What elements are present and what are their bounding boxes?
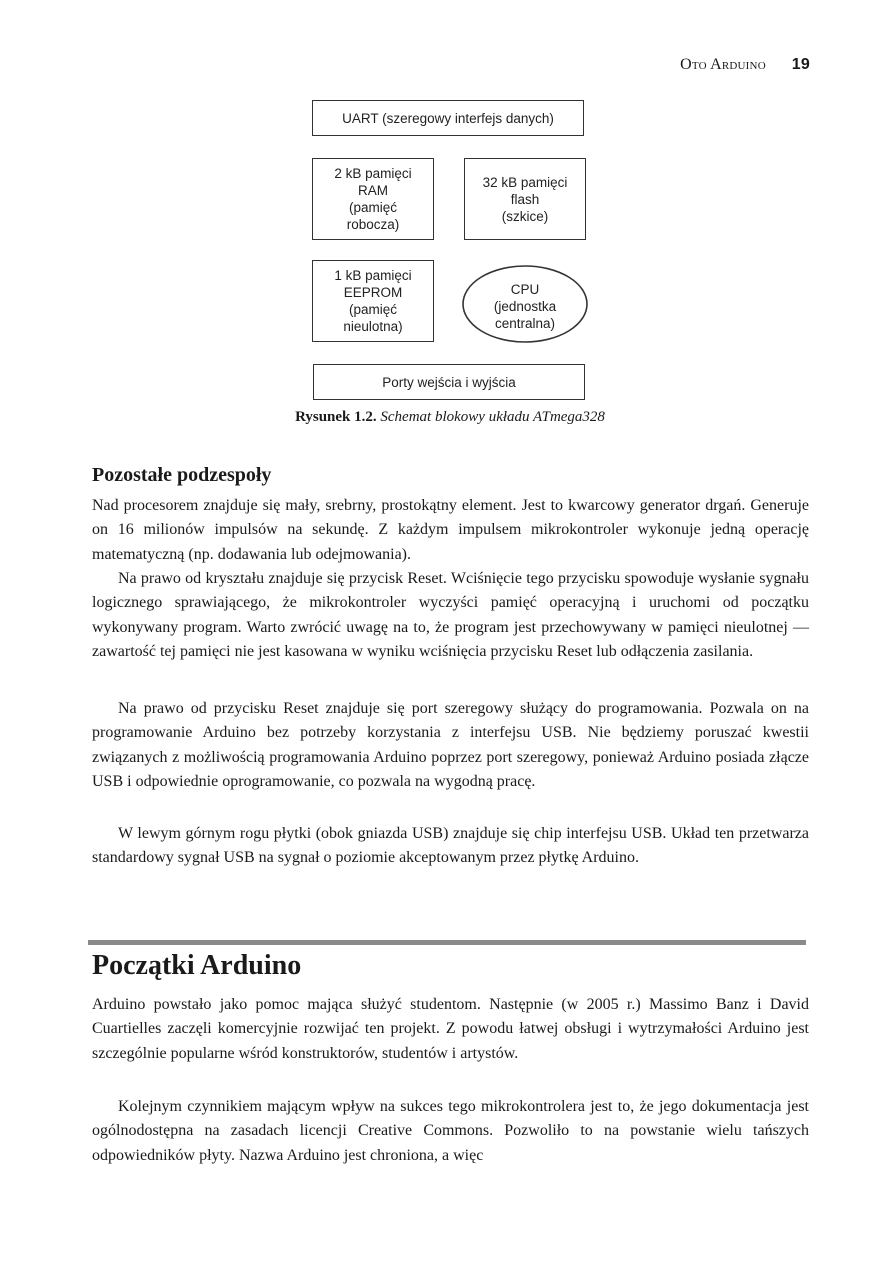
paragraph: Kolejnym czynnikiem mającym wpływ na sukces tego mikrokontrolera jest to, że jego dokumentacja jest ogólnodostępna na zasadach licencji Creative Commons. Pozwoliło to na powstanie wielu tańszych odpowiedników płyty. Nazwa Arduino jest chroniona, a więc (92, 1098, 809, 1164)
running-header (400, 56, 810, 78)
caption-text: Schemat blokowy układu ATmega328 (380, 409, 605, 425)
ram-block: 2 kB pamięci RAM (pamięć robocza) (312, 158, 434, 240)
paragraph: W lewym górnym rogu płytki (obok gniazda USB) znajduje się chip interfejsu USB. Układ ten przetwarza standardowy sygnał USB na sygnał o poziomie akceptowanym przez płytkę Arduino. (92, 825, 809, 867)
paragraph: Na prawo od przycisku Reset znajduje się port szeregowy służący do programowania. Pozwala on na programowanie Arduino bez potrzeby korzystania z interfejsu USB. Nie będziemy poruszać kwestii związanych z możliwością programowania Arduino poprzez port szeregowy, ponieważ Arduino posiada złącze USB i odpowiednie oprogramowanie, co pozwala na wygodną pracę. (92, 700, 809, 790)
page-number: 19 (791, 56, 810, 73)
paragraph: Arduino powstało jako pomoc mająca służyć studentom. Następnie (w 2005 r.) Massimo Banz i David Cuartielles zaczęli komercyjnie rozwijać ten projekt. Z powodu łatwej obsługi i wytrzymałości Arduino jest szczególnie popularne wśród konstruktorów, studentów i artystów. (92, 996, 809, 1062)
section-divider (88, 940, 806, 945)
uart-block: UART (szeregowy interfejs danych) (312, 100, 584, 136)
section-heading-components: Pozostałe podzespoły (92, 464, 272, 486)
caption-label: Rysunek 1.2. (295, 409, 377, 425)
paragraph: Na prawo od kryształu znajduje się przycisk Reset. Wciśnięcie tego przycisku spowoduje wysłanie sygnału logicznego sprawiającego, że mikrokontroler wyczyści pamięć operacyjną i uruchomi od początku wykonywany program. Warto zwrócić uwagę na to, że program jest przechowywany w pamięci nieulotnej — zawartość tej pamięci nie jest kasowana w wyniku wciśnięcia przycisku Reset lub odłączenia zasilania. (92, 570, 809, 660)
chapter-heading: Początki Arduino (92, 950, 302, 981)
eeprom-block: 1 kB pamięci EEPROM (pamięć nieulotna) (312, 260, 434, 342)
io-ports-block: Porty wejścia i wyjścia (313, 364, 585, 400)
flash-block: 32 kB pamięci flash (szkice) (464, 158, 586, 240)
paragraph: Nad procesorem znajduje się mały, srebrny, prostokątny element. Jest to kwarcowy generator drgań. Generuje on 16 milionów impulsów na sekundę. Z każdym impulsem mikrokontroler wykonuje jedną operację matematyczną (np. dodawania lub odejmowania). (92, 497, 809, 563)
chapter-title: Oto Arduino (680, 56, 766, 73)
figure-caption (100, 409, 800, 426)
cpu-block: CPU (jednostka centralna) (493, 281, 557, 331)
